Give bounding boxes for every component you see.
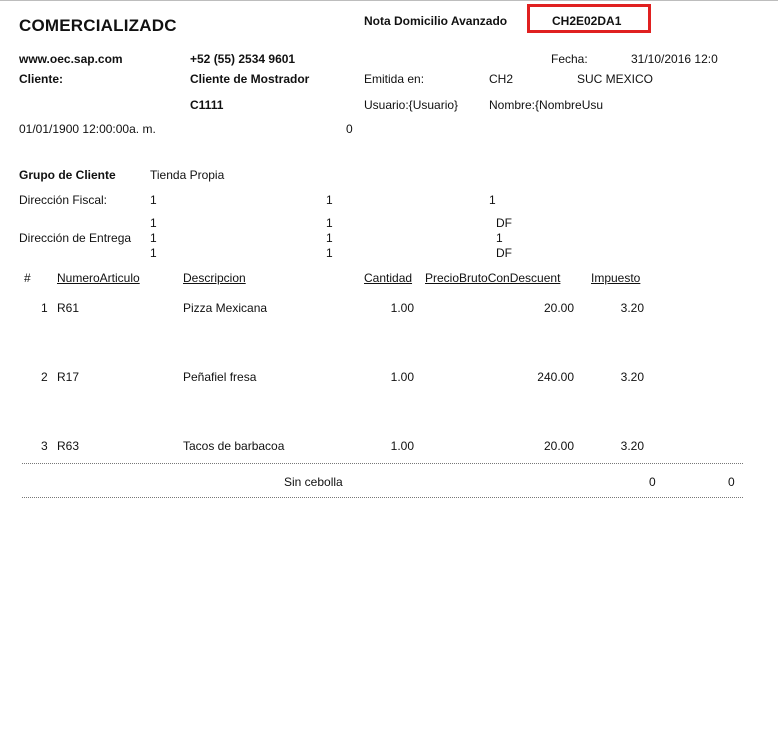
phone: +52 (55) 2534 9601	[190, 52, 296, 66]
row-num: 2	[41, 370, 48, 384]
direccion-fiscal-c1: 1	[150, 193, 157, 207]
row-impuesto: 3.20	[620, 301, 644, 315]
zero-value: 0	[346, 122, 353, 136]
row-precio: 240.00	[537, 370, 574, 384]
direccion-entrega-r3c3: DF	[496, 246, 512, 260]
dotted-divider-top	[22, 463, 743, 464]
row-cantidad: 1.00	[390, 439, 414, 453]
row-descripcion: Tacos de barbacoa	[183, 439, 285, 453]
row-cantidad: 1.00	[390, 370, 414, 384]
website: www.oec.sap.com	[19, 52, 123, 66]
fecha-label: Fecha:	[551, 52, 588, 66]
emitida-label: Emitida en:	[364, 72, 425, 86]
cliente-name: Cliente de Mostrador	[190, 72, 310, 86]
column-header-precio: PrecioBrutoConDescuent	[425, 271, 561, 285]
row-articulo: R63	[57, 439, 80, 453]
fecha-alterna: 01/01/1900 12:00:00a. m.	[19, 122, 156, 136]
row-descripcion: Peñafiel fresa	[183, 370, 257, 384]
direccion-entrega-r2c3: 1	[496, 231, 503, 245]
column-header-impuesto: Impuesto	[591, 271, 641, 285]
document-number: CH2E02DA1	[552, 14, 622, 28]
row-cantidad: 1.00	[390, 301, 414, 315]
grupo-cliente-label: Grupo de Cliente	[19, 168, 116, 182]
nombre-usuario: Nombre:{NombreUsu	[489, 98, 604, 112]
row-precio: 20.00	[543, 301, 574, 315]
row-num: 3	[41, 439, 48, 453]
column-header-articulo: NumeroArticulo	[57, 271, 140, 285]
direccion-entrega-r1c2: 1	[326, 216, 333, 230]
row-num: 1	[41, 301, 48, 315]
column-header-descripcion: Descripcion	[183, 271, 246, 285]
row-precio: 20.00	[543, 439, 574, 453]
row-descripcion: Pizza Mexicana	[183, 301, 268, 315]
sucursal: SUC MEXICO	[577, 72, 654, 86]
fecha-value: 31/10/2016 12:0	[631, 52, 718, 66]
document-type: Nota Domicilio Avanzado	[364, 14, 508, 28]
note-text: Sin cebolla	[284, 475, 343, 489]
direccion-entrega-label: Dirección de Entrega	[19, 231, 132, 245]
direccion-entrega-r3c2: 1	[326, 246, 333, 260]
direccion-entrega-r2c2: 1	[326, 231, 333, 245]
direccion-entrega-r1c3: DF	[496, 216, 512, 230]
column-header-cantidad: Cantidad	[364, 271, 413, 285]
direccion-entrega-r2c1: 1	[150, 231, 157, 245]
direccion-fiscal-c3: 1	[489, 193, 496, 207]
usuario: Usuario:{Usuario}	[364, 98, 459, 112]
grupo-cliente-value: Tienda Propia	[150, 168, 225, 182]
row-impuesto: 3.20	[620, 439, 644, 453]
page-top-border	[0, 0, 778, 1]
row-impuesto: 3.20	[620, 370, 644, 384]
direccion-entrega-r3c1: 1	[150, 246, 157, 260]
direccion-entrega-r1c1: 1	[150, 216, 157, 230]
cliente-code: C1111	[190, 98, 224, 112]
cliente-label: Cliente:	[19, 72, 64, 86]
emitida-code: CH2	[489, 72, 514, 86]
note-value-1: 0	[649, 475, 656, 489]
row-articulo: R61	[57, 301, 80, 315]
company-name: COMERCIALIZADC	[19, 16, 177, 35]
direccion-fiscal-c2: 1	[326, 193, 333, 207]
row-articulo: R17	[57, 370, 80, 384]
note-value-2: 0	[728, 475, 735, 489]
column-header-num: #	[24, 271, 31, 285]
direccion-fiscal-label: Dirección Fiscal:	[19, 193, 108, 207]
dotted-divider-bottom	[22, 497, 743, 498]
